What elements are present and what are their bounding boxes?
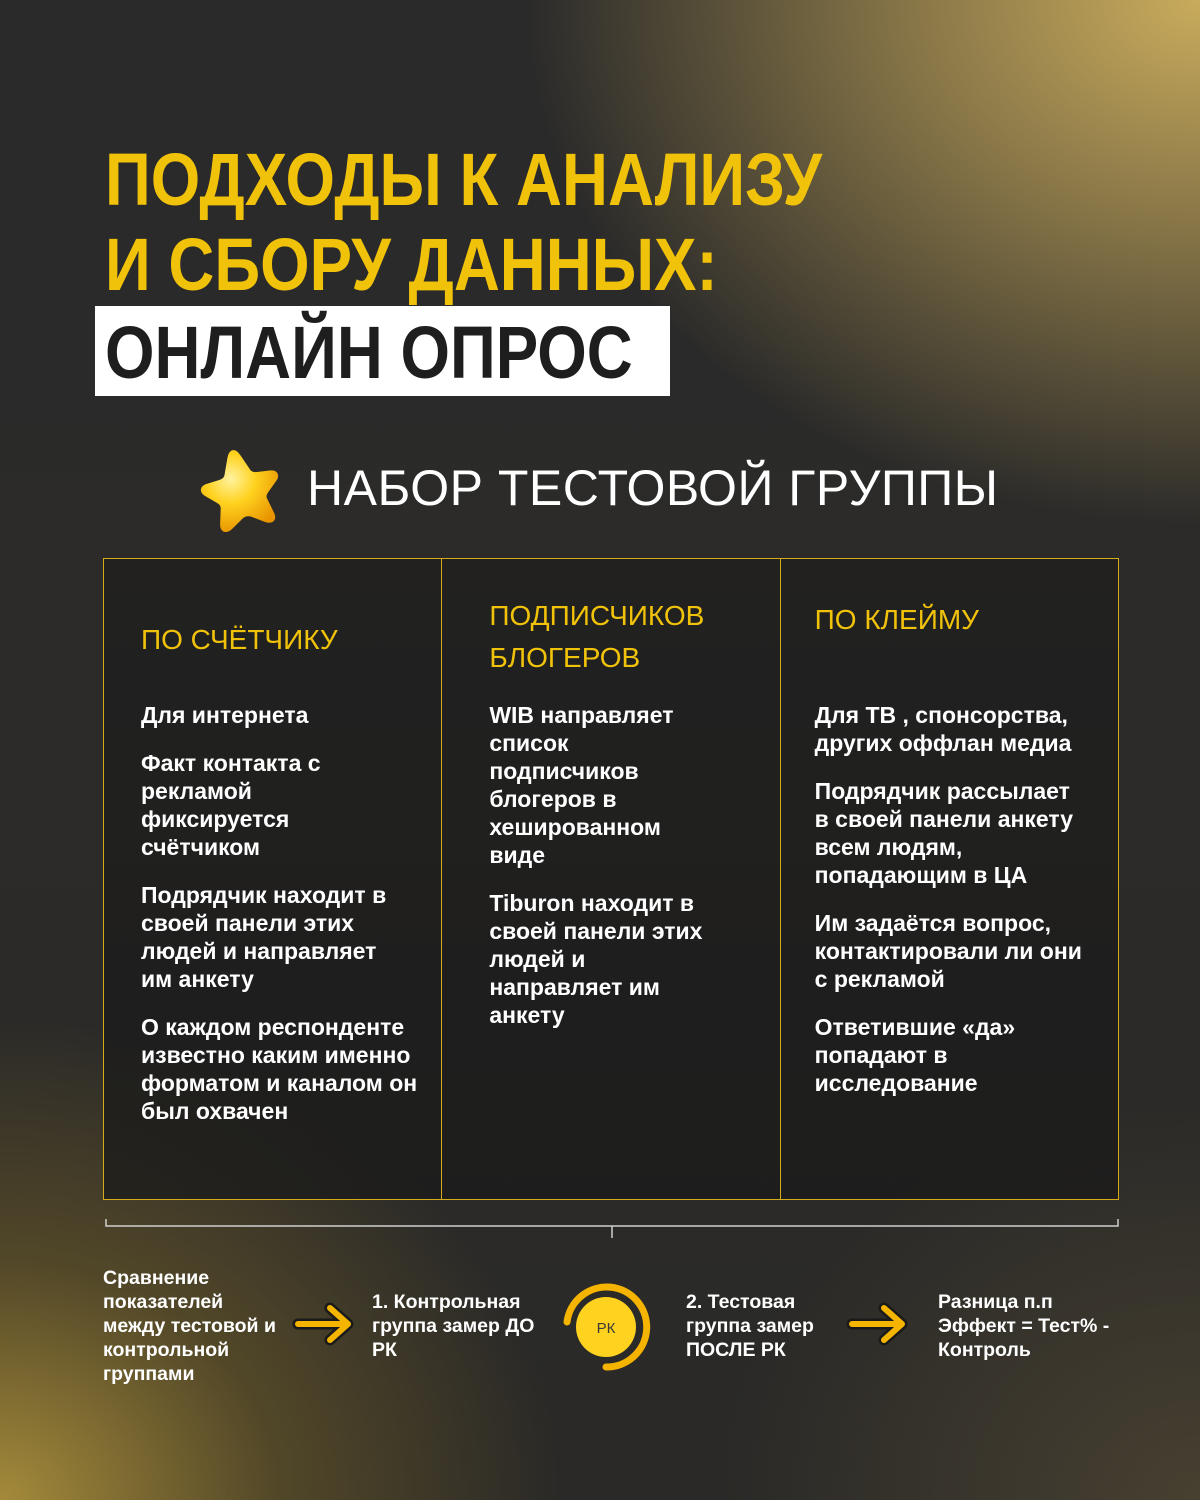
- list-item: Для интернета: [141, 702, 309, 728]
- list-item: Tiburon находит в своей панели этих людей и направляет им анкету: [489, 890, 703, 1028]
- rk-badge: [553, 1274, 659, 1380]
- flow-control-group: 1. Контрольная группа замер ДО РК: [372, 1291, 535, 1361]
- list-item: Для ТВ , спонсорства, других оффлан медиа: [814, 702, 1072, 756]
- column-items: [141, 701, 431, 1125]
- methods-table: [103, 558, 1119, 1200]
- subheading: [195, 438, 999, 538]
- star-icon: [195, 442, 287, 534]
- arrow-right-icon: [292, 1300, 356, 1348]
- title-highlight: ОНЛАЙН ОПРОС: [105, 311, 633, 394]
- column-heading: ПО КЛЕЙМУ: [814, 604, 979, 635]
- list-item: Факт контакта с рекламой фиксируется счётчиком: [141, 750, 321, 860]
- column-counter: [104, 559, 441, 1199]
- flow-compare: Сравнение показателей между тестовой и контрольной группами: [103, 1267, 276, 1385]
- title-highlight-box: [95, 306, 670, 396]
- title-line-1: ПОДХОДЫ К АНАЛИЗУ: [105, 138, 823, 221]
- list-item: Подрядчик находит в своей панели этих людей и направляет им анкету: [141, 882, 387, 992]
- subheading-text: НАБОР ТЕСТОВОЙ ГРУППЫ: [307, 460, 999, 516]
- column-claim: [780, 559, 1118, 1199]
- flow-test-group: 2. Тестовая группа замер ПОСЛЕ РК: [686, 1291, 814, 1361]
- bracket-divider: [105, 1218, 1119, 1240]
- column-items: [815, 701, 1085, 1097]
- title-line-2: И СБОРУ ДАННЫХ:: [105, 223, 718, 306]
- column-heading: ПО СЧЁТЧИКУ: [141, 624, 338, 655]
- list-item: Ответившие «да» попадают в исследование: [814, 1014, 1016, 1096]
- column-heading: ПОДПИСЧИКОВ БЛОГЕРОВ: [489, 600, 705, 673]
- rk-badge-label: РК: [596, 1320, 616, 1337]
- column-bloggers: [441, 559, 779, 1199]
- arrow-right-icon: [846, 1300, 910, 1348]
- list-item: WIB направляет список подписчиков блогеров в хешированном виде: [489, 702, 674, 868]
- flow-result: Разница п.п Эффект = Тест% - Контроль: [938, 1291, 1110, 1361]
- column-items: [489, 701, 704, 1029]
- list-item: Им задаётся вопрос, контактировали ли они с рекламой: [814, 910, 1082, 992]
- list-item: О каждом респонденте известно каким именно форматом и каналом он был охвачен: [141, 1014, 418, 1124]
- list-item: Подрядчик рассылает в своей панели анкету всем людям, попадающим в ЦА: [814, 778, 1074, 888]
